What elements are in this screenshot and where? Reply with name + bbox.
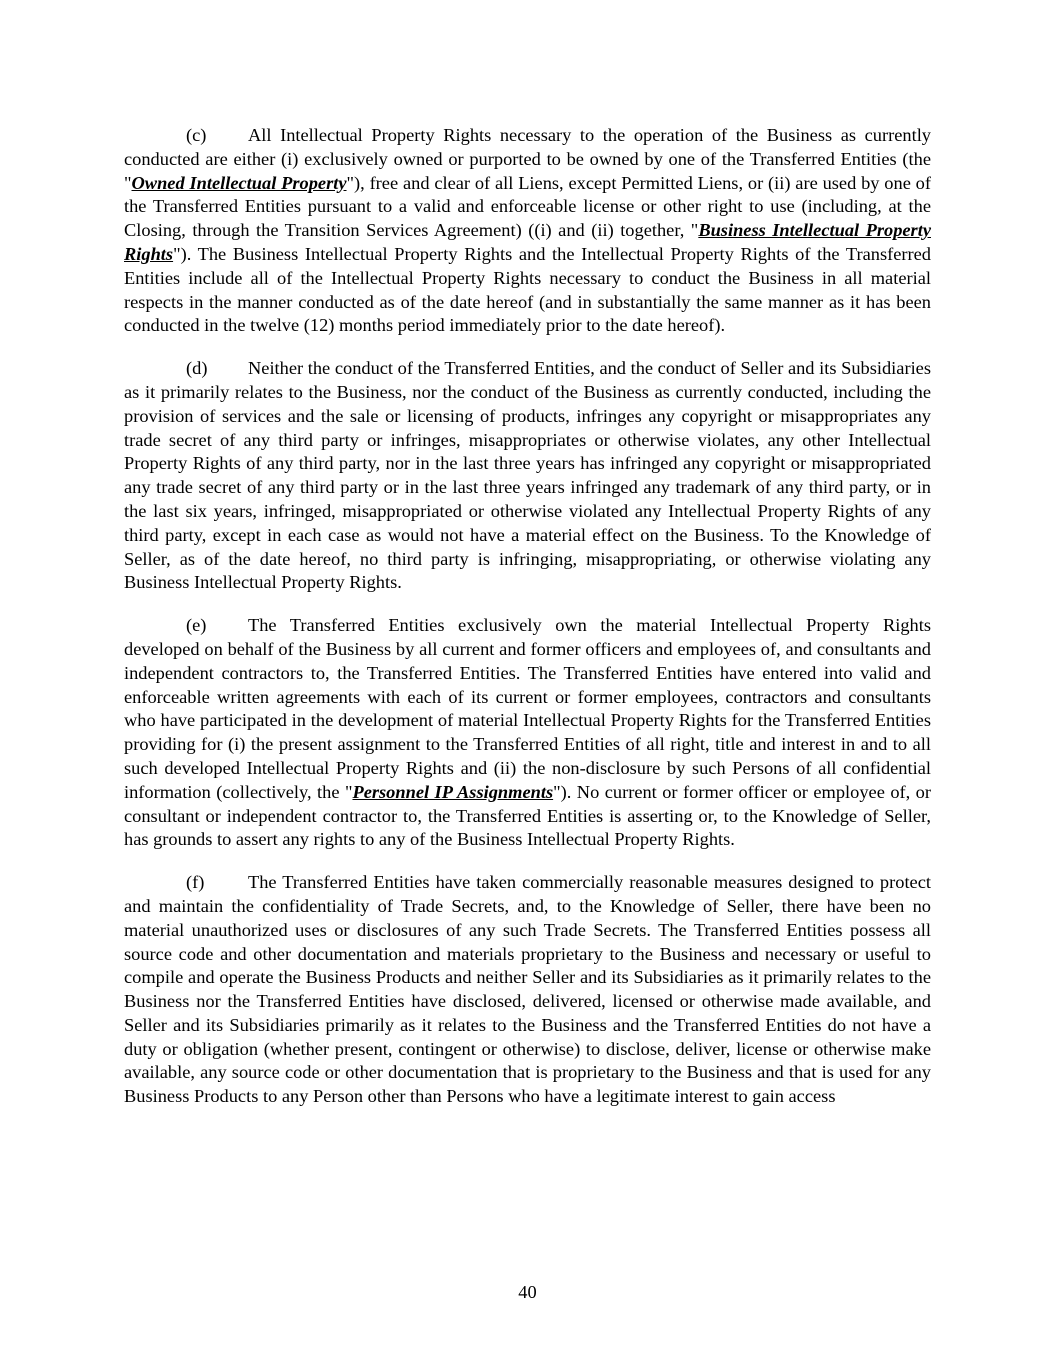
paragraph-c <box>124 124 931 338</box>
paragraph-text: The Transferred Entities exclusively own the material Intellectual Property Rights developed on behalf of the Business by all current and former officers and employees of, and consultants and independent contractors to, the Transferred Entities. The Transferred Entities have entered into valid and enforceable written agreements with each of its current or former employees, contractors and consultants who have participated in the development of material Intellectual Property Rights for the Transferred Entities providing for (i) the present assignment to the Transferred Entities of all right, title and interest in and to all such developed Intellectual Property Rights and (ii) the non-disclosure by such Persons of all confidential information (collectively, the " <box>124 615 931 802</box>
page-number: 40 <box>518 1282 537 1302</box>
paragraph-text: All Intellectual Property Rights necessary to the operation of the Business as currently conducted are either (i) exclusively owned or purported to be owned by one of the Transferred Entities (the " <box>124 125 931 193</box>
paragraph-text: The Transferred Entities have taken commercially reasonable measures designed to protect and maintain the confidentiality of Trade Secrets, and, to the Knowledge of Seller, there have been no material unauthorized uses or disclosures of any such Trade Secrets. The Transferred Entities possess all source code and other documentation and materials proprietary to the Business and necessary or useful to compile and operate the Business Products and neither Seller and its Subsidiaries as it primarily relates to the Business nor the Transferred Entities have disclosed, delivered, licensed or otherwise made available, and Seller and its Subsidiaries primarily as it relates to the Business and the Transferred Entities do not have a duty or obligation (whether present, contingent or otherwise) to disclose, deliver, license or otherwise make available, any source code or other documentation that is proprietary to the Business and that is used for any Business Products to any Person other than Persons who have a legitimate interest to gain access <box>124 872 931 1107</box>
paragraph-e <box>124 614 931 852</box>
document-body <box>124 124 931 1128</box>
paragraph-text: "). The Business Intellectual Property Rights and the Intellectual Property Rights of the Transferred Entities include all of the Intellectual Property Rights necessary to conduct the Business in all material respects in the manner conducted as of the date hereof (and in substantially the same manner as it has been conducted in the twelve (12) months period immediately prior to the date hereof). <box>124 243 931 336</box>
defined-term-business-intellectual-property-rights: Business Intellectual Property Rights <box>124 220 931 264</box>
paragraph-label: (e) <box>186 615 207 636</box>
paragraph-f <box>124 871 931 1109</box>
paragraph-text: Neither the conduct of the Transferred Entities, and the conduct of Seller and its Subsidiaries as it primarily relates to the Business, nor the conduct of the Business as currently conducted, including the provision of services and the sale or licensing of products, infringes any copyright or misappropriates any trade secret of any third party or infringes, misappropriates or otherwise violates, any other Intellectual Property Rights of any third party, nor in the last three years has infringed any copyright or misappropriated any trade secret of any third party or in the last three years infringed any trademark of any third party, or in the last six years, infringed, misappropriated or otherwise violated any Intellectual Property Rights of any third party, except in each case as would not have a material effect on the Business. To the Knowledge of Seller, as of the date hereof, no third party is infringing, misappropriating, or otherwise violating any Business Intellectual Property Rights. <box>124 358 931 593</box>
paragraph-text: "). No current or former officer or employee of, or consultant or independent contractor to, the Transferred Entities is asserting or, to the Knowledge of Seller, has grounds to assert any rights to any of the Business Intellectual Property Rights. <box>124 781 932 850</box>
defined-term-personnel-ip-assignments: Personnel IP Assignments <box>352 781 554 802</box>
paragraph-label: (c) <box>186 125 207 145</box>
paragraph-label: (d) <box>186 358 208 379</box>
defined-term-owned-intellectual-property: Owned Intellectual Property <box>131 172 347 193</box>
paragraph-text: "), free and clear of all Liens, except Permitted Liens, or (ii) are used by one of the Transferred Entities pursuant to a valid and enforceable license or other right to use (including, at the Closing, through the Transition Services Agreement) ((i) and (ii) together, " <box>124 172 932 241</box>
paragraph-d <box>124 357 931 595</box>
paragraph-label: (f) <box>186 872 205 893</box>
